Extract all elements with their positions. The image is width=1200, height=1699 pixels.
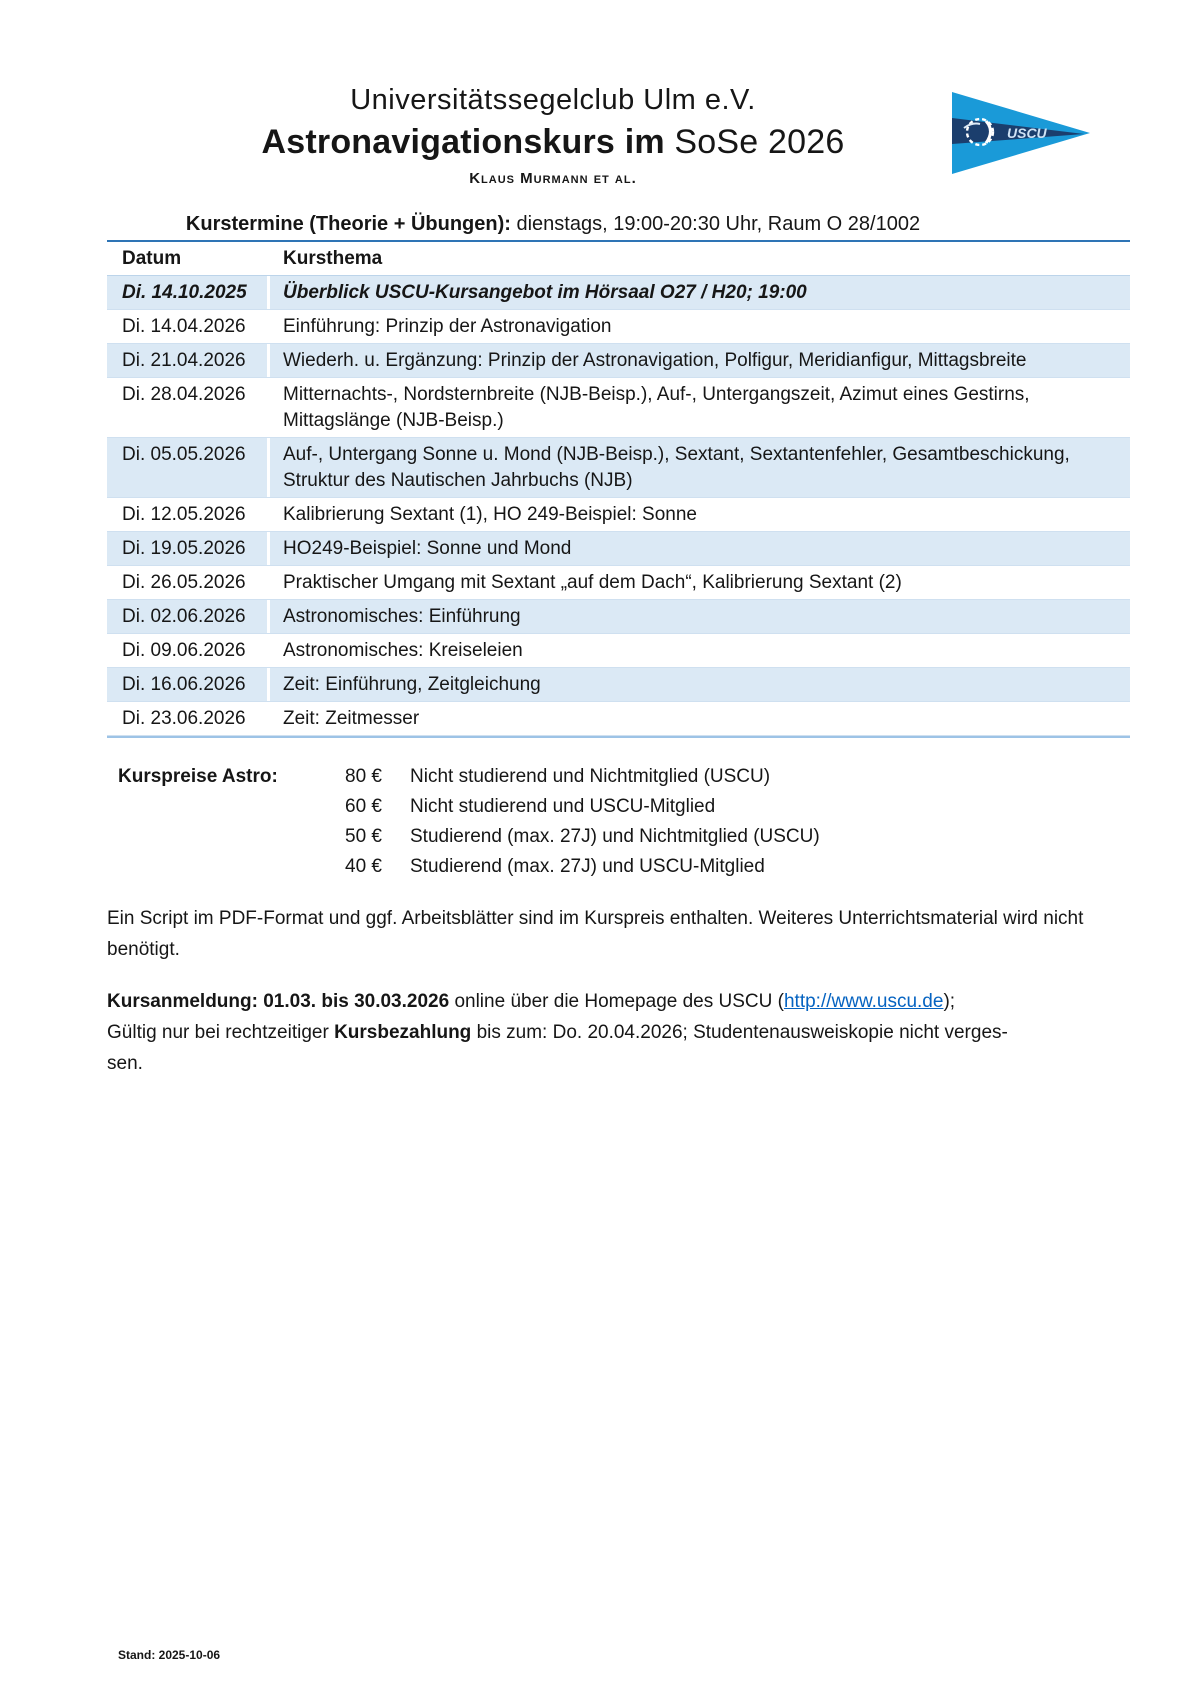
schedule-row: [107, 532, 1130, 566]
schedule-table: [107, 240, 1130, 738]
price-description: Studierend (max. 27J) und USCU-Mitglied: [410, 856, 765, 877]
price-row: [118, 822, 1108, 852]
registration-label: Kursanmeldung:: [107, 991, 258, 1012]
script-note-paragraph: Ein Script im PDF-Format und ggf. Arbeitsblätter sind im Kurspreis enthalten. Weiteres Unterrichtsmaterial wird nicht benötigt.: [107, 908, 1084, 960]
schedule-row: [107, 378, 1130, 438]
schedule-row-topic: Wiederh. u. Ergänzung: Prinzip der Astronavigation, Polfigur, Meridianfigur, Mittagsbreite: [270, 344, 1130, 377]
schedule-row: [107, 310, 1130, 344]
schedule-row-topic: Kalibrierung Sextant (1), HO 249-Beispiel: Sonne: [283, 504, 698, 525]
schedule-row-date: Di. 19.05.2026: [107, 532, 267, 565]
schedule-row-date: Di. 09.06.2026: [122, 640, 246, 661]
schedule-row-date: Di. 23.06.2026: [122, 708, 246, 729]
price-list: [118, 762, 1108, 882]
schedule-rows: [107, 276, 1130, 736]
schedule-row: [107, 600, 1130, 634]
price-description: Studierend (max. 27J) und Nichtmitglied (USCU): [410, 826, 820, 847]
price-section-label: [118, 792, 345, 822]
registration-dates: 01.03. bis 30.03.2026: [257, 991, 450, 1012]
payment-post: bis zum: Do. 20.04.2026; Studentenausweiskopie nicht verges-: [471, 1022, 1008, 1043]
price-row: [118, 792, 1108, 822]
price-section-label: [118, 822, 345, 852]
schedule-row-topic: Praktischer Umgang mit Sextant „auf dem Dach“, Kalibrierung Sextant (2): [283, 572, 902, 593]
price-section-label: [118, 852, 345, 882]
schedule-row: [107, 668, 1130, 702]
uscu-homepage-link[interactable]: http://www.uscu.de: [783, 991, 944, 1012]
column-header-topic: Kursthema: [270, 242, 1130, 275]
price-description: Nicht studierend und USCU-Mitglied: [410, 796, 716, 817]
schedule-row: [107, 276, 1130, 310]
schedule-row-topic: HO249-Beispiel: Sonne und Mond: [270, 532, 1130, 565]
price-amount: 40 €: [345, 856, 382, 877]
schedule-row-topic: Auf-, Untergang Sonne u. Mond (NJB-Beisp.), Sextant, Sextantenfehler, Gesamtbeschickung, Struktur des Nautischen Jahrbuchs (NJB): [270, 438, 1130, 497]
payment-bold: Kursbezahlung: [334, 1022, 472, 1043]
schedule-row: [107, 344, 1130, 378]
schedule-row-date: Di. 21.04.2026: [107, 344, 267, 377]
price-description: Nicht studierend und Nichtmitglied (USCU): [410, 766, 771, 787]
club-name: Universitätssegelclub Ulm e.V.: [350, 84, 756, 116]
registration-middle: online über die Homepage des USCU (: [449, 991, 784, 1012]
price-amount: 80 €: [345, 766, 382, 787]
intro-rest: dienstags, 19:00-20:30 Uhr, Raum O 28/1002: [510, 213, 921, 235]
course-title-bold: Astronavigationskurs im: [261, 123, 665, 161]
schedule-row: [107, 498, 1130, 532]
schedule-header-row: [107, 242, 1130, 276]
schedule-row-topic: Mitternachts-, Nordsternbreite (NJB-Beisp.), Auf-, Untergangszeit, Azimut eines Gestirns, Mittagslänge (NJB-Beisp.): [283, 384, 1030, 431]
price-amount: 50 €: [345, 826, 382, 847]
schedule-row-date: Di. 14.04.2026: [122, 316, 246, 337]
version-stamp: Stand: 2025-10-06: [118, 1648, 221, 1662]
registration-line2: [107, 1017, 1099, 1048]
price-row: [118, 762, 1108, 792]
schedule-row-topic: Überblick USCU-Kursangebot im Hörsaal O27 / H20; 19:00: [270, 276, 1130, 309]
price-row: [118, 852, 1108, 882]
course-title: [0, 120, 1106, 164]
price-section: [118, 762, 1108, 882]
course-title-regular: SoSe 2026: [664, 123, 845, 161]
registration-after-link: );: [943, 991, 956, 1012]
schedule-row-date: Di. 12.05.2026: [122, 504, 246, 525]
column-header-date: Datum: [107, 242, 267, 275]
schedule-row-topic: Astronomisches: Einführung: [270, 600, 1130, 633]
pennant-icon: [950, 90, 1092, 176]
schedule-row: [107, 438, 1130, 498]
price-section-label: Kurspreise Astro:: [118, 766, 278, 787]
schedule-row-date: Di. 26.05.2026: [122, 572, 246, 593]
schedule-row: [107, 634, 1130, 668]
schedule-row: [107, 566, 1130, 600]
schedule-row-topic: Zeit: Einführung, Zeitgleichung: [270, 668, 1130, 701]
registration-line1: [107, 986, 1099, 1017]
uscu-pennant-logo: [950, 90, 1092, 176]
intro-bold: Kurstermine (Theorie + Übungen):: [185, 213, 511, 235]
schedule-row-date: Di. 16.06.2026: [107, 668, 267, 701]
logo-text: USCU: [1007, 125, 1047, 141]
schedule-row-date: Di. 05.05.2026: [107, 438, 267, 497]
schedule-row: [107, 702, 1130, 736]
schedule-row-date: Di. 14.10.2025: [107, 276, 267, 309]
schedule-row-date: Di. 02.06.2026: [107, 600, 267, 633]
schedule-row-topic: Astronomisches: Kreiseleien: [283, 640, 523, 661]
payment-pre: Gültig nur bei rechtzeitiger: [107, 1022, 335, 1043]
schedule-intro-line: [0, 211, 1106, 237]
schedule-row-date: Di. 28.04.2026: [122, 384, 246, 405]
schedule-row-topic: Einführung: Prinzip der Astronavigation: [283, 316, 612, 337]
registration-paragraph: [107, 986, 1099, 1079]
schedule-row-topic: Zeit: Zeitmesser: [283, 708, 420, 729]
author-byline: Klaus Murmann et al.: [469, 170, 637, 187]
price-amount: 60 €: [345, 796, 382, 817]
registration-line3: sen.: [107, 1053, 143, 1074]
document-header: [0, 82, 1106, 187]
